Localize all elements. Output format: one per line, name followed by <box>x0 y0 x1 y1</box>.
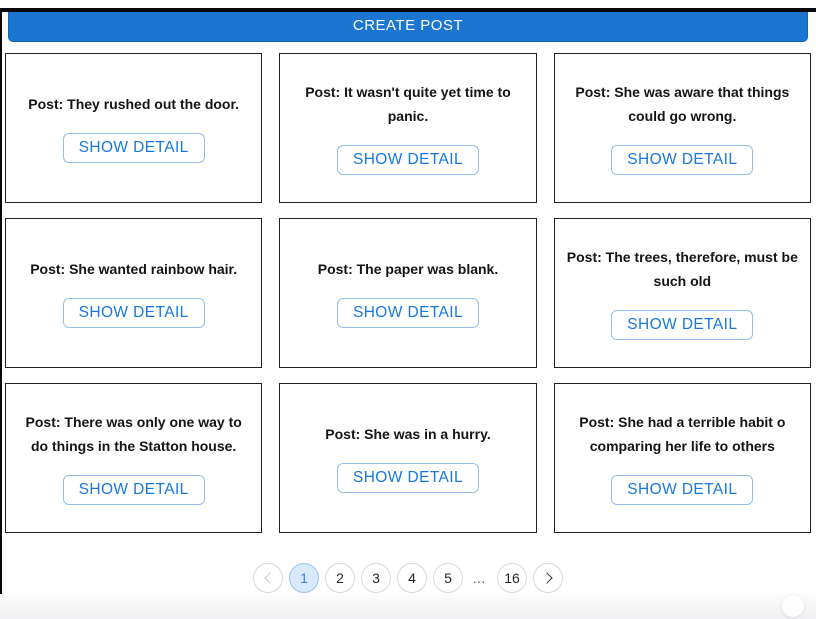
footer-gradient <box>0 593 816 619</box>
show-detail-button[interactable]: SHOW DETAIL <box>337 145 479 175</box>
pagination-page-5[interactable]: 5 <box>433 563 463 593</box>
post-grid <box>5 53 811 533</box>
post-title: Post: She was in a hurry. <box>325 425 491 442</box>
pagination-page-4[interactable]: 4 <box>397 563 427 593</box>
screenshot-left-edge <box>0 8 2 594</box>
pagination-ellipsis: … <box>472 570 488 586</box>
post-title: Post: She wanted rainbow hair. <box>30 260 238 277</box>
post-title: Post: They rushed out the door. <box>28 95 240 112</box>
pagination-page-16[interactable]: 16 <box>497 563 527 593</box>
show-detail-button[interactable]: SHOW DETAIL <box>611 475 753 505</box>
pagination-page-1[interactable]: 1 <box>289 563 319 593</box>
screenshot-top-edge <box>0 8 816 12</box>
post-card <box>554 53 811 203</box>
post-card <box>554 383 811 533</box>
chevron-right-icon <box>541 572 552 583</box>
chevron-left-icon <box>264 572 275 583</box>
pagination-page-3[interactable]: 3 <box>361 563 391 593</box>
post-card <box>554 218 811 368</box>
post-card <box>5 53 262 203</box>
pagination-prev-button[interactable] <box>253 563 283 593</box>
pagination <box>0 563 816 593</box>
show-detail-button[interactable]: SHOW DETAIL <box>611 145 753 175</box>
post-title: Post: There was only one way to do things in the Statton house. <box>25 413 242 454</box>
post-card <box>279 383 536 533</box>
show-detail-button[interactable]: SHOW DETAIL <box>611 310 753 340</box>
pagination-next-button[interactable] <box>533 563 563 593</box>
post-title: Post: She was aware that things could go wrong. <box>575 83 790 124</box>
faded-floating-circle <box>782 595 804 617</box>
show-detail-button[interactable]: SHOW DETAIL <box>63 298 205 328</box>
post-card <box>5 383 262 533</box>
post-card <box>5 218 262 368</box>
post-card <box>279 53 536 203</box>
show-detail-button[interactable]: SHOW DETAIL <box>337 463 479 493</box>
post-title: Post: She had a terrible habit o comparing her life to others <box>579 413 786 454</box>
post-title: Post: The trees, therefore, must be such old <box>566 248 798 289</box>
post-title: Post: It wasn't quite yet time to panic. <box>305 83 511 124</box>
show-detail-button[interactable]: SHOW DETAIL <box>63 475 205 505</box>
create-post-button[interactable]: CREATE POST <box>8 8 808 42</box>
show-detail-button[interactable]: SHOW DETAIL <box>337 298 479 328</box>
show-detail-button[interactable]: SHOW DETAIL <box>63 133 205 163</box>
post-card <box>279 218 536 368</box>
post-title: Post: The paper was blank. <box>317 260 499 277</box>
pagination-page-2[interactable]: 2 <box>325 563 355 593</box>
